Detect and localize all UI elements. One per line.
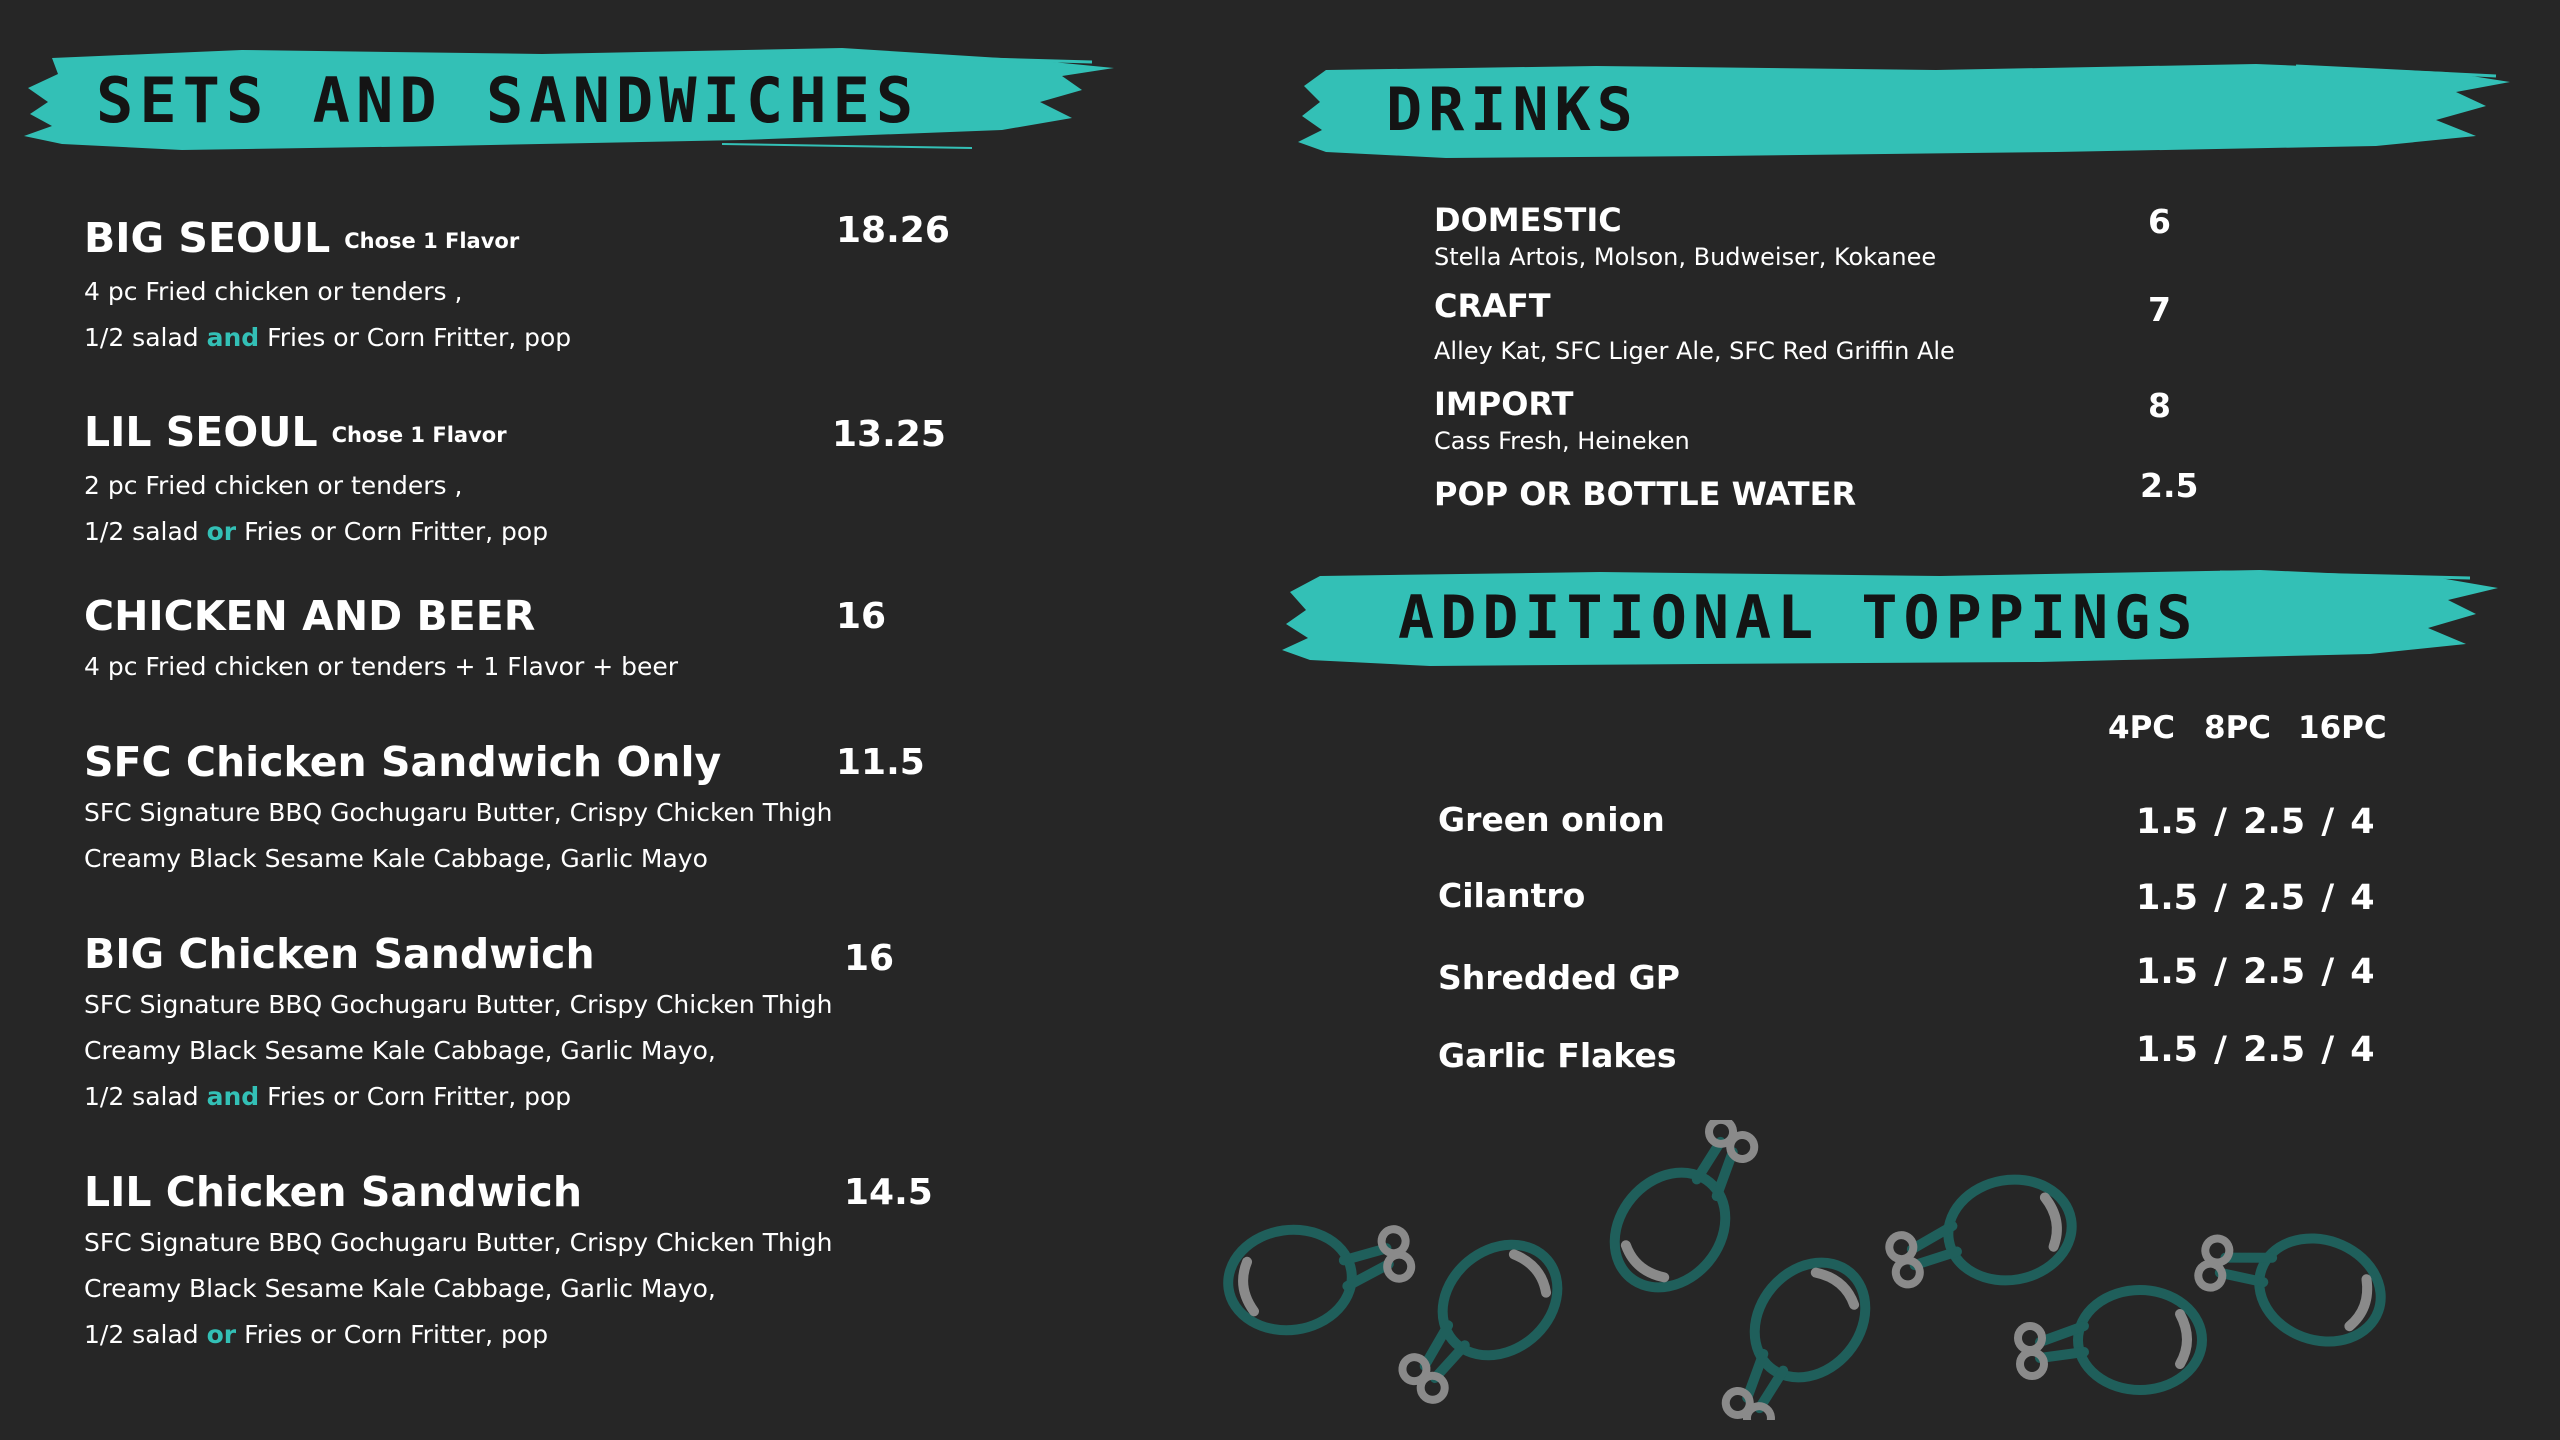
topping-name: Garlic Flakes — [1438, 1036, 1677, 1075]
drink-brands: Stella Artois, Molson, Budweiser, Kokanee — [1434, 243, 1937, 271]
topping-prices: 1.5 / 2.5 / 4 — [2136, 878, 2375, 918]
item-desc: 1/2 salad and Fries or Corn Fritter, pop — [84, 1082, 572, 1111]
drumstick-icon — [1222, 1214, 1418, 1339]
topping-name: Shredded GP — [1438, 958, 1680, 997]
topping-prices: 1.5 / 2.5 / 4 — [2136, 802, 2375, 842]
item-desc: Creamy Black Sesame Kale Cabbage, Garlic Mayo, — [84, 1036, 716, 1065]
drink-name: DOMESTIC — [1434, 201, 1622, 239]
item-price: 16 — [844, 938, 895, 979]
toppings-title: ADDITIONAL TOPPINGS — [1398, 583, 2199, 653]
drink-price: 6 — [2148, 202, 2171, 241]
drink-name: CRAFT — [1434, 287, 1551, 325]
item-price: 18.26 — [836, 210, 950, 251]
item-desc: 1/2 salad or Fries or Corn Fritter, pop — [84, 517, 549, 546]
item-name: LIL SEOUL — [84, 408, 318, 456]
column-header: 16PC — [2298, 710, 2387, 746]
drink-item — [1434, 384, 2134, 458]
drumstick-decoration — [1200, 1120, 2440, 1420]
item-desc: 4 pc Fried chicken or tenders + 1 Flavor + beer — [84, 652, 678, 681]
drink-item — [1434, 286, 2134, 368]
drumstick-icon — [1693, 1240, 1888, 1420]
drink-price: 8 — [2148, 386, 2171, 425]
item-desc: Creamy Black Sesame Kale Cabbage, Garlic Mayo, — [84, 1274, 716, 1303]
flavor-note: Chose 1 Flavor — [331, 423, 507, 447]
drink-brands: Cass Fresh, Heineken — [1434, 427, 1690, 455]
drumstick-icon — [1881, 1170, 2080, 1300]
sets-title: SETS AND SANDWICHES — [96, 63, 920, 137]
set-item — [84, 1164, 1184, 1358]
column-header: 8PC — [2204, 710, 2272, 746]
item-desc: SFC Signature BBQ Gochugaru Butter, Crispy Chicken Thigh — [84, 990, 833, 1019]
set-item — [84, 210, 1184, 361]
item-desc: 4 pc Fried chicken or tenders , — [84, 277, 463, 306]
topping-name: Cilantro — [1438, 876, 1586, 915]
item-desc: SFC Signature BBQ Gochugaru Butter, Crispy Chicken Thigh — [84, 798, 833, 827]
drumstick-icon — [1592, 1120, 1787, 1310]
drinks-title: DRINKS — [1386, 75, 1639, 145]
drink-item — [1434, 200, 2134, 274]
item-desc: 2 pc Fried chicken or tenders , — [84, 471, 463, 500]
topping-prices: 1.5 / 2.5 / 4 — [2136, 952, 2375, 992]
set-item — [84, 404, 1184, 555]
drinks-banner — [1296, 58, 2514, 162]
item-name: CHICKEN AND BEER — [84, 592, 536, 640]
item-desc: Creamy Black Sesame Kale Cabbage, Garlic Mayo — [84, 844, 708, 873]
drink-price: 2.5 — [2140, 466, 2199, 505]
item-price: 13.25 — [832, 414, 946, 455]
item-desc: 1/2 salad and Fries or Corn Fritter, pop — [84, 323, 572, 352]
item-price: 14.5 — [844, 1172, 933, 1213]
item-price: 16 — [836, 596, 887, 637]
drink-price: 7 — [2148, 290, 2171, 329]
drumstick-icon — [2018, 1290, 2202, 1390]
flavor-note: Chose 1 Flavor — [344, 229, 520, 253]
column-header: 4PC — [2108, 710, 2176, 746]
item-name: SFC Chicken Sandwich Only — [84, 738, 722, 786]
item-name: BIG Chicken Sandwich — [84, 930, 595, 978]
set-item — [84, 734, 1184, 882]
topping-prices: 1.5 / 2.5 / 4 — [2136, 1030, 2375, 1070]
set-item — [84, 588, 1184, 690]
set-item — [84, 926, 1184, 1120]
item-desc: SFC Signature BBQ Gochugaru Butter, Crispy Chicken Thigh — [84, 1228, 833, 1257]
drink-name: POP OR BOTTLE WATER — [1434, 475, 1857, 513]
drink-item — [1434, 474, 2134, 514]
drink-brands: Alley Kat, SFC Liger Ale, SFC Red Griffin Ale — [1434, 337, 1955, 365]
drink-name: IMPORT — [1434, 385, 1574, 423]
sets-banner — [22, 44, 1118, 156]
item-name: BIG SEOUL — [84, 214, 331, 262]
item-name: LIL Chicken Sandwich — [84, 1168, 583, 1216]
drumstick-icon — [2188, 1201, 2395, 1358]
item-desc: 1/2 salad or Fries or Corn Fritter, pop — [84, 1320, 549, 1349]
topping-name: Green onion — [1438, 800, 1665, 839]
toppings-banner — [1280, 566, 2502, 670]
item-price: 11.5 — [836, 742, 925, 783]
